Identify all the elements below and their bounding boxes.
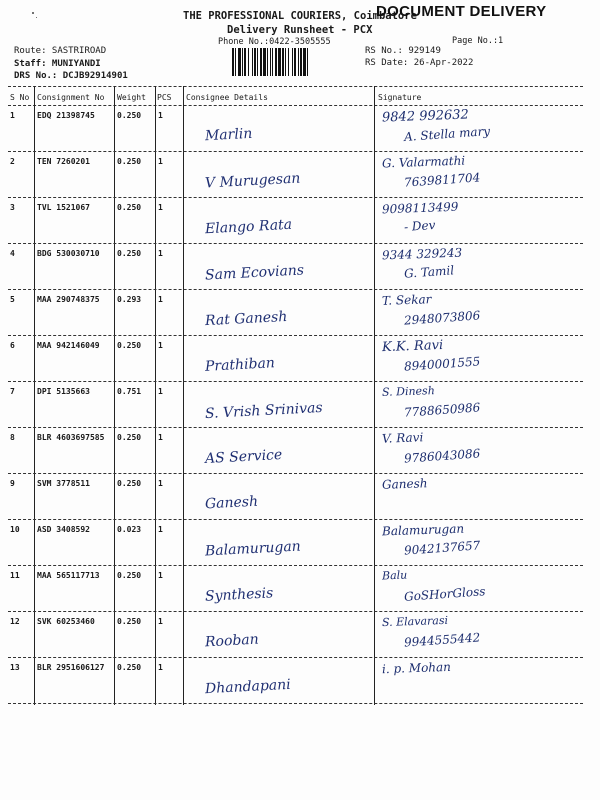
consignee-handwritten-name: Rooban — [204, 631, 260, 651]
row-divider — [8, 473, 583, 474]
weight-value: 0.023 — [117, 525, 142, 534]
col-header-weight: Weight — [117, 93, 146, 102]
barcode-graphic — [232, 48, 352, 76]
weight-value: 0.250 — [117, 433, 142, 442]
col-header-consignment: Consignment No — [37, 93, 105, 102]
consignment-number: SVK 60253460 — [37, 617, 95, 626]
column-divider — [183, 86, 184, 705]
col-header-pcs: PCS — [157, 93, 172, 102]
weight-value: 0.250 — [117, 157, 142, 166]
consignment-number: DPI 5135663 — [37, 387, 90, 396]
row-divider — [8, 565, 583, 566]
consignee-handwritten-name: V Murugesan — [204, 170, 301, 192]
barcode-bar — [242, 48, 243, 76]
row-sno: 5 — [10, 295, 15, 304]
barcode-bar — [298, 48, 299, 76]
consignment-number: BLR 2951606127 — [37, 663, 105, 672]
signature-line-1: S. Dinesh — [381, 384, 436, 399]
barcode-bar — [238, 48, 241, 76]
barcode-bar — [278, 48, 281, 76]
phone-number: Phone No.:0422-3505555 — [218, 37, 331, 47]
weight-value: 0.250 — [117, 249, 142, 258]
consignment-number: MAA 290748375 — [37, 295, 100, 304]
barcode-bar — [267, 48, 268, 76]
signature-line-1: Ganesh — [381, 476, 428, 492]
signature-line-1: 9098113499 — [381, 199, 459, 217]
route-label: Route: SASTRIROAD — [14, 46, 107, 56]
column-divider — [34, 86, 35, 705]
barcode-bar — [300, 48, 302, 76]
scan-speck — [32, 12, 34, 14]
row-sno: 2 — [10, 157, 15, 166]
pcs-value: 1 — [158, 433, 163, 442]
consignment-number: BLR 4603697585 — [37, 433, 105, 442]
consignee-handwritten-name: AS Service — [204, 446, 283, 468]
barcode-bar — [303, 48, 306, 76]
weight-value: 0.751 — [117, 387, 142, 396]
weight-value: 0.250 — [117, 663, 142, 672]
consignment-number: MAA 565117713 — [37, 571, 100, 580]
signature-line-2: 9786043086 — [403, 446, 481, 466]
signature-line-1: T. Sekar — [381, 292, 432, 308]
signature-line-2: 7639811704 — [403, 170, 481, 190]
row-divider — [8, 335, 583, 336]
barcode-bar — [257, 48, 258, 76]
consignee-handwritten-name: Dhandapani — [204, 676, 292, 698]
consignee-handwritten-name: Marlin — [204, 125, 253, 145]
barcode-bar — [252, 48, 253, 76]
signature-line-2: A. Stella mary — [403, 124, 491, 144]
pcs-value: 1 — [158, 479, 163, 488]
signature-line-1: G. Valarmathi — [381, 153, 466, 171]
row-divider — [8, 197, 583, 198]
consignment-number: ASD 3408592 — [37, 525, 90, 534]
signature-line-2: 8940001555 — [403, 354, 481, 374]
row-divider — [8, 519, 583, 520]
runsheet-title: Delivery Runsheet - PCX — [227, 24, 373, 36]
consignee-handwritten-name: Rat Ganesh — [204, 308, 288, 330]
weight-value: 0.250 — [117, 111, 142, 120]
row-sno: 7 — [10, 387, 15, 396]
barcode-bar — [254, 48, 256, 76]
col-header-signature: Signature — [378, 93, 422, 102]
signature-line-2: 7788650986 — [403, 400, 481, 420]
weight-value: 0.250 — [117, 479, 142, 488]
barcode-bar — [282, 48, 284, 76]
signature-line-1: V. Ravi — [381, 430, 424, 446]
row-divider — [8, 151, 583, 152]
signature-line-1: 9344 329243 — [381, 245, 463, 263]
row-divider — [8, 611, 583, 612]
row-sno: 11 — [10, 571, 20, 580]
row-divider — [8, 703, 583, 704]
pcs-value: 1 — [158, 525, 163, 534]
weight-value: 0.250 — [117, 617, 142, 626]
signature-line-1: Balamurugan — [381, 521, 465, 539]
row-sno: 3 — [10, 203, 15, 212]
signature-line-2: 9042137657 — [403, 538, 481, 558]
pcs-value: 1 — [158, 295, 163, 304]
signature-line-1: S. Elavarasi — [381, 613, 449, 630]
row-divider — [8, 381, 583, 382]
column-divider — [155, 86, 156, 705]
table-top-rule — [8, 86, 583, 87]
staff-label: Staff: MUNIYANDI — [14, 59, 101, 69]
row-sno: 1 — [10, 111, 15, 120]
weight-value: 0.293 — [117, 295, 142, 304]
drs-number: DRS No.: DCJB92914901 — [14, 71, 128, 81]
barcode-bar — [275, 48, 277, 76]
barcode-bar — [244, 48, 246, 76]
header-underline — [8, 105, 583, 106]
column-divider — [374, 86, 375, 705]
barcode-bar — [294, 48, 296, 76]
consignment-number: SVM 3778511 — [37, 479, 90, 488]
barcode-bar — [263, 48, 266, 76]
row-sno: 8 — [10, 433, 15, 442]
pcs-value: 1 — [158, 157, 163, 166]
row-divider — [8, 657, 583, 658]
row-divider — [8, 243, 583, 244]
consignee-handwritten-name: Sam Ecovians — [204, 262, 305, 284]
signature-line-1: Balu — [381, 568, 408, 583]
barcode-bar — [248, 48, 249, 76]
consignee-handwritten-name: S. Vrish Srinivas — [204, 399, 323, 423]
signature-line-1: 9842 992632 — [381, 107, 470, 126]
barcode-bar — [288, 48, 289, 76]
signature-line-1: K.K. Ravi — [381, 337, 444, 356]
consignment-number: TEN 7260201 — [37, 157, 90, 166]
pcs-value: 1 — [158, 249, 163, 258]
pcs-value: 1 — [158, 387, 163, 396]
signature-line-2: - Dev — [403, 217, 436, 235]
column-divider — [114, 86, 115, 705]
rs-date: RS Date: 26-Apr-2022 — [365, 58, 474, 68]
row-divider — [8, 427, 583, 428]
row-sno: 6 — [10, 341, 15, 350]
barcode-bar — [235, 48, 236, 76]
consignee-handwritten-name: Balamurugan — [204, 538, 302, 560]
barcode-bar — [272, 48, 273, 76]
pcs-value: 1 — [158, 663, 163, 672]
signature-line-2: 2948073806 — [403, 308, 481, 328]
signature-line-2: 9944555442 — [403, 630, 481, 650]
document-delivery-stamp: DOCUMENT DELIVERY — [376, 3, 547, 20]
rs-number: RS No.: 929149 — [365, 46, 441, 56]
row-sno: 10 — [10, 525, 20, 534]
signature-line-2: GoSHorGloss — [403, 584, 486, 604]
barcode-bar — [285, 48, 286, 76]
company-name: THE PROFESSIONAL COURIERS, Coimbatore — [183, 10, 417, 22]
col-header-consignee: Consignee Details — [186, 93, 268, 102]
consignee-handwritten-name: Prathiban — [204, 355, 276, 375]
row-sno: 4 — [10, 249, 15, 258]
pcs-value: 1 — [158, 203, 163, 212]
barcode-bar — [292, 48, 293, 76]
weight-value: 0.250 — [117, 341, 142, 350]
pcs-value: 1 — [158, 111, 163, 120]
row-divider — [8, 289, 583, 290]
barcode-bar — [260, 48, 262, 76]
page-number: Page No.:1 — [452, 36, 504, 46]
consignee-handwritten-name: Elango Rata — [204, 216, 293, 238]
barcode-bar — [270, 48, 271, 76]
row-sno: 13 — [10, 663, 20, 672]
weight-value: 0.250 — [117, 203, 142, 212]
consignment-number: MAA 942146049 — [37, 341, 100, 350]
pcs-value: 1 — [158, 571, 163, 580]
row-sno: 9 — [10, 479, 15, 488]
consignment-number: BDG 530030710 — [37, 249, 100, 258]
consignment-number: EDQ 21398745 — [37, 111, 95, 120]
weight-value: 0.250 — [117, 571, 142, 580]
scan-speck — [36, 17, 37, 18]
consignment-number: TVL 1521067 — [37, 203, 90, 212]
consignee-handwritten-name: Synthesis — [204, 585, 274, 605]
col-header-sno: S No — [10, 93, 30, 102]
row-sno: 12 — [10, 617, 20, 626]
pcs-value: 1 — [158, 617, 163, 626]
consignee-handwritten-name: Ganesh — [204, 493, 259, 513]
pcs-value: 1 — [158, 341, 163, 350]
signature-line-2: G. Tamil — [403, 263, 455, 281]
barcode-bar — [232, 48, 234, 76]
barcode-bar — [307, 48, 308, 76]
signature-line-1: i. p. Mohan — [381, 659, 452, 677]
